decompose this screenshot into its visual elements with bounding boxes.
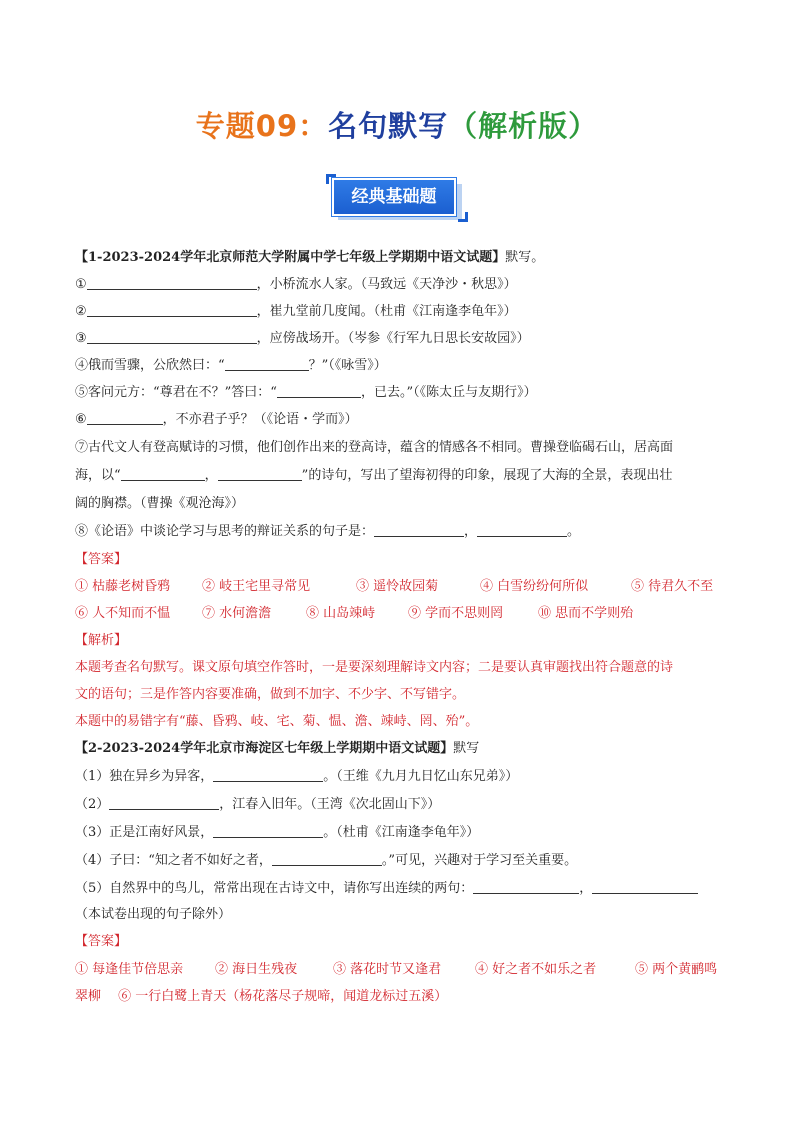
- section-badge: [332, 176, 462, 222]
- answer-blank[interactable]: [213, 824, 323, 838]
- answer-blank[interactable]: [225, 357, 309, 371]
- answer-blank[interactable]: [87, 276, 257, 290]
- item-prefix: ⑧《论语》中谈论学习与思考的辩证关系的句子是：: [75, 524, 375, 539]
- answer-blank[interactable]: [218, 467, 302, 481]
- question-2-instruction: 默写: [453, 741, 480, 756]
- item-text: ”的诗句，写出了望海初得的印象，展现了大海的全景，表现出壮: [301, 468, 673, 483]
- item-prefix: ④俄而雪骤，公欣然曰：“: [75, 358, 225, 373]
- item-prefix: ①: [75, 277, 87, 292]
- question-2-item-1: [75, 767, 735, 787]
- answer-blank[interactable]: [277, 384, 361, 398]
- answer-blank[interactable]: [87, 303, 257, 317]
- answer-item: ④ 白雪纷纷何所似: [480, 579, 589, 594]
- question-1-item-1: [75, 275, 735, 295]
- answer-item: ③ 落花时节又逢君: [333, 962, 442, 977]
- item-text: 。（王维《九月九日忆山东兄弟》）: [323, 769, 519, 784]
- answer-item: ⑧ 山岛竦峙: [306, 606, 376, 621]
- item-text: 。（杜甫《江南逢李龟年》）: [323, 825, 480, 840]
- question-1-item-5: [75, 383, 735, 403]
- question-1-analysis-line-1: 本题考查名句默写。课文原句填空作答时，一是要深刻理解诗文内容；二是要认真审题找出符合题意的诗: [75, 660, 674, 675]
- answer-item: ⑥ 人不知而不愠: [75, 606, 171, 621]
- answer-blank[interactable]: [87, 330, 257, 344]
- answer-item: ⑤ 待君久不至: [631, 579, 714, 594]
- answer-blank[interactable]: [272, 852, 382, 866]
- item-prefix: （3）正是江南好风景，: [75, 825, 214, 840]
- answer-item: ① 枯藤老树昏鸦: [75, 579, 171, 594]
- question-1-item-7-line-2: [75, 466, 735, 486]
- item-prefix: （2）: [75, 797, 110, 812]
- item-separator: ，: [464, 524, 478, 539]
- question-1-item-7-line-3: 阔的胸襟。（曹操《观沧海》）: [75, 496, 245, 511]
- question-1-item-3: [75, 329, 735, 349]
- answer-blank[interactable]: [592, 880, 698, 894]
- question-1-answer-label: 【答案】: [75, 552, 128, 567]
- answer-item: ③ 遥怜故园菊: [356, 579, 439, 594]
- answer-item: ② 岐王宅里寻常见: [202, 579, 311, 594]
- title-edition: （解析版）: [448, 109, 599, 143]
- answer-item: ① 每逢佳节倍思亲: [75, 962, 184, 977]
- answer-item: ⑨ 学而不思则罔: [408, 606, 504, 621]
- answer-blank[interactable]: [374, 523, 464, 537]
- question-1-answers-line-2: [75, 604, 735, 624]
- question-2-item-2: [75, 795, 735, 815]
- item-text: ？”（《咏雪》）: [308, 358, 387, 373]
- answer-blank[interactable]: [87, 411, 163, 425]
- item-text: ，已去。”（《陈太丘与友期行》）: [360, 385, 537, 400]
- question-2-source: 【2-2023-2024学年北京市海淀区七年级上学期期中语文试题】: [75, 741, 454, 756]
- question-2-answers-line-2: 翠柳 ⑥ 一行白鹭上青天（杨花落尽子规啼，闻道龙标过五溪）: [75, 989, 448, 1004]
- question-2-answers-line-1: [75, 960, 735, 980]
- question-1-item-4: [75, 356, 735, 376]
- item-separator: ，: [579, 881, 593, 896]
- answer-item: ⑩ 思而不学则殆: [538, 606, 634, 621]
- page-title: [0, 104, 794, 145]
- answer-item: ④ 好之者不如乐之者: [475, 962, 597, 977]
- item-prefix: 海，以“: [75, 468, 121, 483]
- badge-corner-decoration: [326, 174, 336, 184]
- title-main: 名句默写: [328, 109, 449, 143]
- badge-corner-decoration: [458, 212, 468, 222]
- question-2-header: [75, 739, 735, 759]
- answer-blank[interactable]: [477, 523, 567, 537]
- item-text: 。”可见，兴趣对于学习至关重要。: [381, 853, 578, 868]
- item-prefix: （1）独在异乡为异客，: [75, 769, 214, 784]
- answer-blank[interactable]: [213, 768, 323, 782]
- item-text: ，应傍战场开。（岑参《行军九日思长安故园》）: [256, 331, 530, 346]
- question-1-source: 【1-2023-2024学年北京师范大学附属中学七年级上学期期中语文试题】: [75, 250, 506, 265]
- answer-item: ⑦ 水何澹澹: [202, 606, 272, 621]
- question-1-analysis-label: 【解析】: [75, 633, 128, 648]
- answer-blank[interactable]: [109, 796, 219, 810]
- answer-item: ⑤ 两个黄鹂鸣: [635, 962, 718, 977]
- question-1-instruction: 默写。: [505, 250, 545, 265]
- item-text: ，崔九堂前几度闻。（杜甫《江南逢李龟年》）: [256, 304, 517, 319]
- question-1-header: [75, 248, 735, 268]
- question-2-item-5-note: （本试卷出现的句子除外）: [75, 907, 232, 922]
- answer-blank[interactable]: [473, 880, 579, 894]
- item-text: ，不亦君子乎？（《论语・学而》）: [162, 412, 358, 427]
- question-1-item-8: [75, 522, 735, 542]
- item-text: 。: [567, 524, 581, 539]
- answer-item: ② 海日生残夜: [215, 962, 298, 977]
- item-text: ，小桥流水人家。（马致远《天净沙・秋思》）: [256, 277, 517, 292]
- item-prefix: （5）自然界中的鸟儿，常常出现在古诗文中，请你写出连续的两句：: [75, 881, 474, 896]
- question-1-analysis-line-3: 本题中的易错字有“藤、昏鸦、岐、宅、菊、愠、澹、竦峙、罔、殆”。: [75, 714, 479, 729]
- item-prefix: ②: [75, 304, 87, 319]
- question-1-answers-line-1: [75, 577, 735, 597]
- item-text: ，江春入旧年。（王湾《次北固山下》）: [219, 797, 441, 812]
- item-prefix: ③: [75, 331, 87, 346]
- item-separator: ，: [204, 468, 218, 483]
- question-2-item-5: [75, 879, 735, 899]
- item-prefix: ⑥: [75, 412, 87, 427]
- item-prefix: ⑤客问元方：“尊君在不？”答曰：“: [75, 385, 277, 400]
- question-1-item-7-line-1: ⑦古代文人有登高赋诗的习惯，他们创作出来的登高诗，蕴含的情感各不相同。曹操登临碣石山，居高面: [75, 440, 674, 455]
- badge-label: 经典基础题: [332, 178, 456, 216]
- item-prefix: （4）子曰：“知之者不如好之者，: [75, 853, 272, 868]
- question-2-item-4: [75, 851, 735, 871]
- question-1-item-2: [75, 302, 735, 322]
- question-2-item-3: [75, 823, 735, 843]
- question-2-answer-label: 【答案】: [75, 934, 128, 949]
- title-topic: 专题09：: [195, 109, 329, 143]
- answer-blank[interactable]: [121, 467, 205, 481]
- question-1-analysis-line-2: 文的语句；三是作答内容要准确，做到不加字、不少字、不写错字。: [75, 687, 466, 702]
- question-1-item-6: [75, 410, 735, 430]
